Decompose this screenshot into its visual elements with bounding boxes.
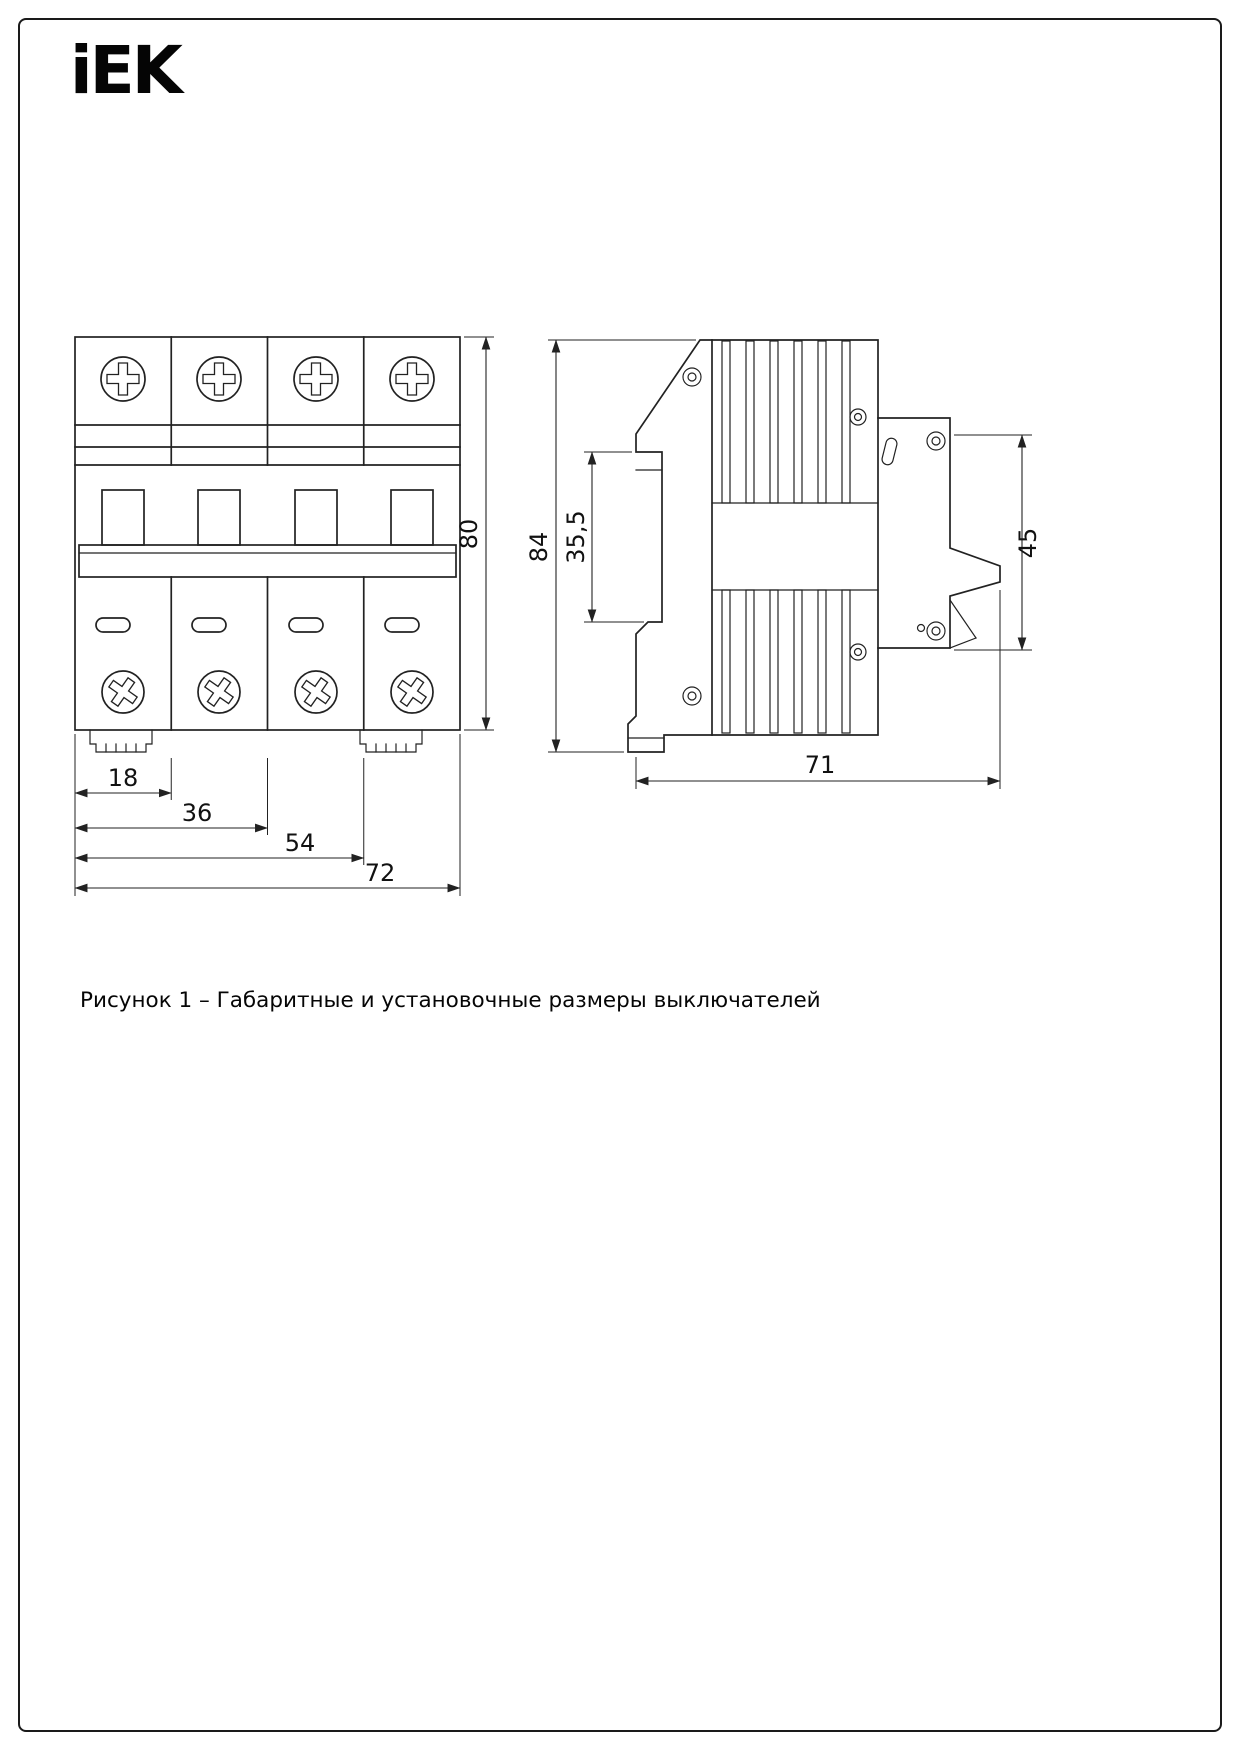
dim-label-45: 45 [1014,527,1042,559]
dim-label-35-5: 35,5 [562,510,590,564]
marking-window [192,618,226,632]
side-slot [881,437,898,466]
dim-label-18: 18 [107,764,139,792]
dim-front-widths [75,734,460,896]
toggle-crossbar [79,545,456,577]
dim-side-rail-notch [562,452,644,622]
dim-label-84: 84 [525,531,553,563]
vent-ribs-top [722,341,850,503]
dim-label-71: 71 [804,751,836,779]
iek-logo: iEK [70,32,180,109]
marking-window [96,618,130,632]
figure-caption: Рисунок 1 – Габаритные и установочные размеры выключателей [80,988,821,1013]
side-view-drawing [628,340,1000,752]
dim-side-right-height [954,435,1042,650]
toggle-handle [391,490,433,545]
marking-window [289,618,323,632]
dim-label-72: 72 [364,859,396,887]
front-view-drawing [75,337,460,752]
toggle-handle [295,490,337,545]
marking-window [385,618,419,632]
din-clip [90,730,152,752]
toggle-handle [102,490,144,545]
vent-ribs-bottom [722,590,850,733]
dim-label-54: 54 [284,829,316,857]
dim-side-total-height [525,340,696,752]
dim-label-36: 36 [181,799,213,827]
toggle-handle [198,490,240,545]
din-clip [360,730,422,752]
dim-label-80: 80 [455,518,483,550]
